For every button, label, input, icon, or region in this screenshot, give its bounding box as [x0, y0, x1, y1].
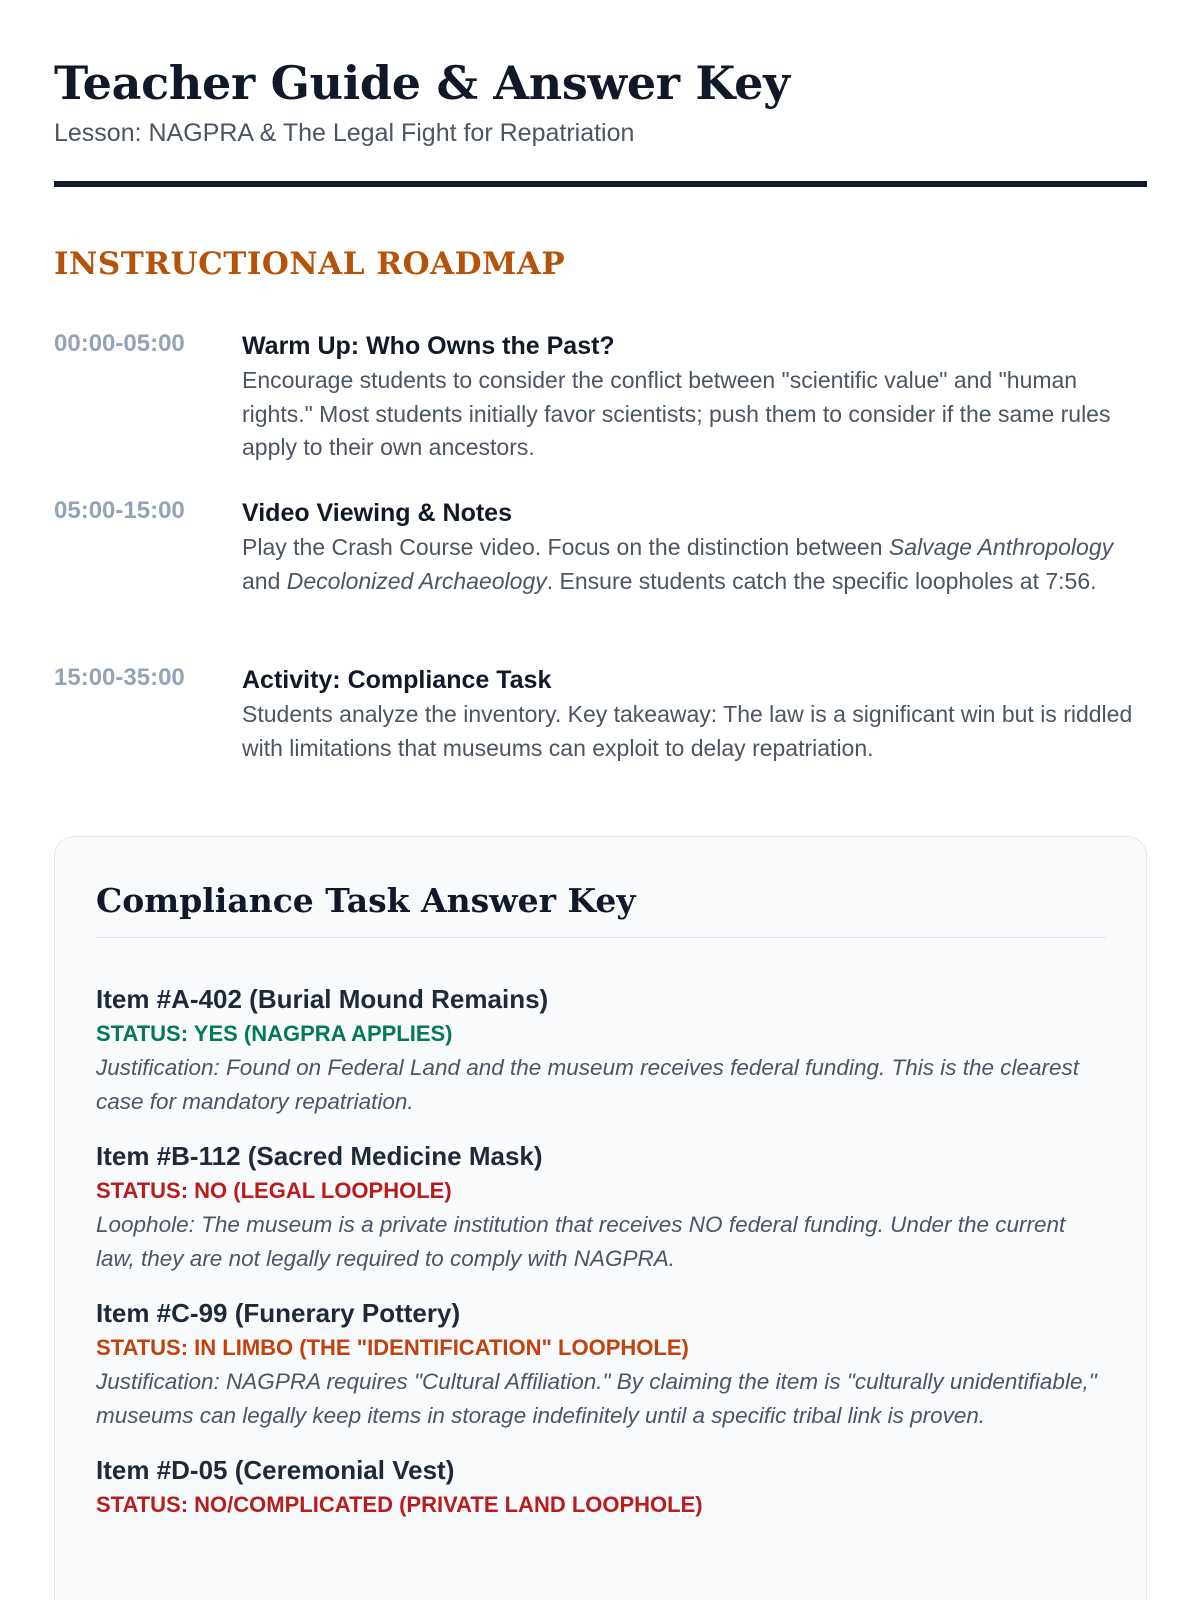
answer-item-title: Item #D-05 (Ceremonial Vest) [96, 1455, 455, 1485]
roadmap-step-body [242, 497, 1147, 598]
answer-item [96, 1138, 1106, 1275]
answer-item-note: Justification: Found on Federal Land and the museum receives federal funding. This is the clearest case for mandatory repatriation. [96, 1055, 1080, 1114]
lesson-subtitle: Lesson: NAGPRA & The Legal Fight for Repatriation [54, 119, 635, 147]
roadmap-step-title: Warm Up: Who Owns the Past? [242, 332, 615, 360]
answer-key-title: Compliance Task Answer Key [96, 881, 636, 920]
answer-item-note: Loophole: The museum is a private institution that receives NO federal funding. Under the current law, they are not legally required to comply with NAGPRA. [96, 1212, 1066, 1271]
roadmap-step-time: 00:00-05:00 [54, 330, 185, 357]
roadmap-step-text: Play the Crash Course video. Focus on the distinction between Salvage Anthropology and Decolonized Archaeology. Ensure students catch the specific loopholes at 7:56. [242, 534, 1114, 594]
answer-item-title: Item #B-112 (Sacred Medicine Mask) [96, 1141, 543, 1171]
roadmap-step-body [242, 664, 1147, 765]
answer-item-status: STATUS: YES (NAGPRA APPLIES) [96, 1021, 453, 1046]
answer-item-status: STATUS: NO/COMPLICATED (PRIVATE LAND LOOPHOLE) [96, 1492, 703, 1517]
roadmap-step-body [242, 330, 1147, 465]
roadmap-heading: INSTRUCTIONAL ROADMAP [54, 246, 566, 282]
roadmap-step [54, 664, 1147, 831]
roadmap-step-time: 05:00-15:00 [54, 497, 185, 524]
answer-key-card [54, 836, 1147, 1600]
roadmap-step-time: 15:00-35:00 [54, 664, 185, 691]
answer-item-status: STATUS: NO (LEGAL LOOPHOLE) [96, 1178, 452, 1203]
roadmap-step [54, 497, 1147, 664]
title-divider [54, 181, 1147, 187]
page-title: Teacher Guide & Answer Key [54, 56, 790, 110]
roadmap-step-text: Encourage students to consider the conflict between "scientific value" and "human rights." Most students initially favor scientists; push them to consider if the same rules apply to their own ancestors. [242, 367, 1111, 460]
answer-item [96, 981, 1106, 1118]
answer-item [96, 1452, 1106, 1522]
roadmap-step-title: Video Viewing & Notes [242, 499, 512, 527]
roadmap-step-text: Students analyze the inventory. Key takeaway: The law is a significant win but is riddled with limitations that museums can exploit to delay repatriation. [242, 701, 1133, 761]
answer-key-divider [96, 937, 1106, 938]
roadmap-step [54, 330, 1147, 497]
answer-item-title: Item #A-402 (Burial Mound Remains) [96, 984, 549, 1014]
roadmap-step-title: Activity: Compliance Task [242, 666, 552, 694]
answer-item [96, 1295, 1106, 1432]
answer-item-status: STATUS: IN LIMBO (THE "IDENTIFICATION" LOOPHOLE) [96, 1335, 689, 1360]
answer-item-title: Item #C-99 (Funerary Pottery) [96, 1298, 461, 1328]
answer-key-list [96, 981, 1106, 1542]
answer-item-note: Justification: NAGPRA requires "Cultural Affiliation." By claiming the item is "culturally unidentifiable," museums can legally keep items in storage indefinitely until a specific tribal link is proven. [96, 1369, 1097, 1428]
instructional-roadmap [54, 330, 1147, 831]
